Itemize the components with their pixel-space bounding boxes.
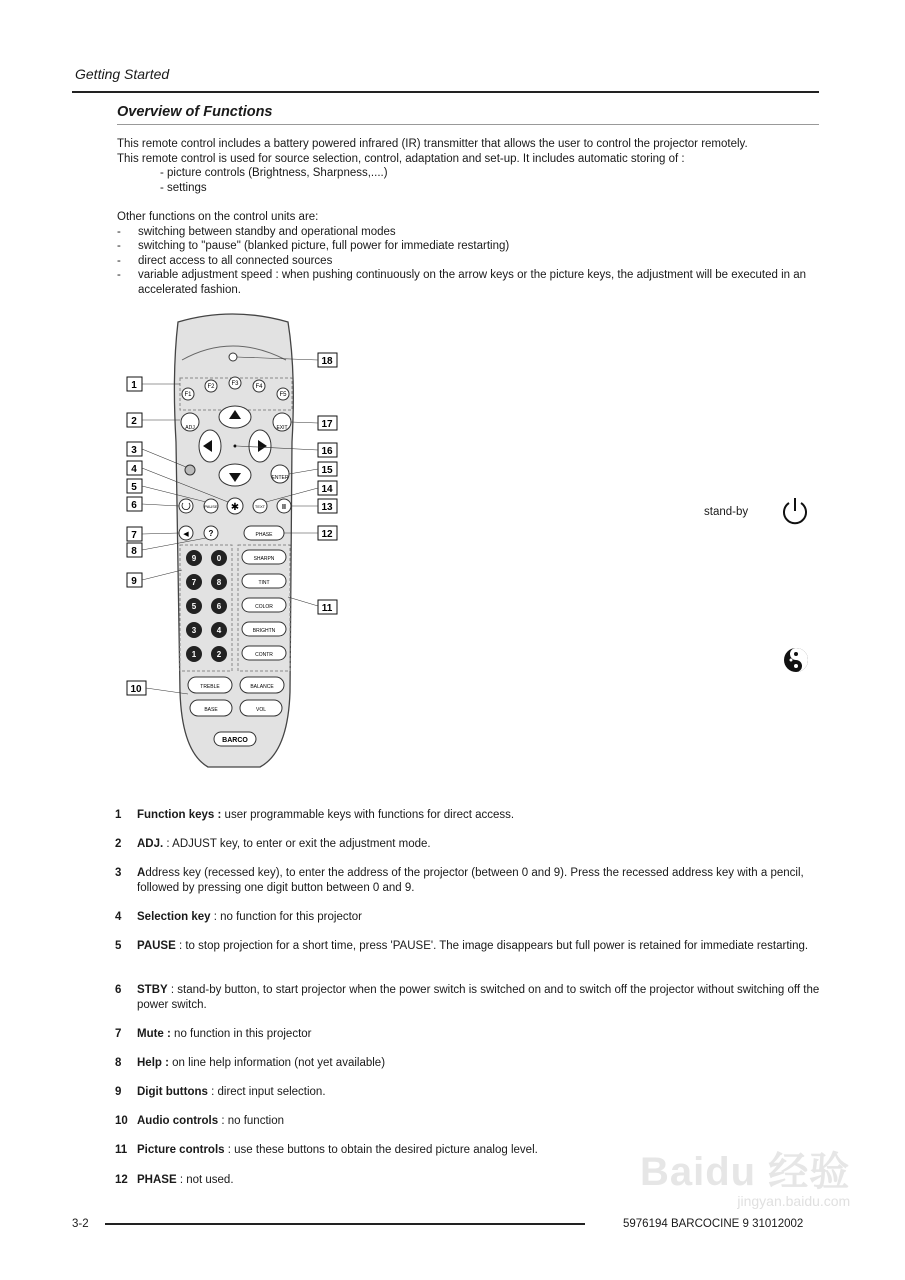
svg-text:F5: F5 xyxy=(279,392,287,398)
list-item: - switching between standby and operational modes xyxy=(117,225,396,238)
standby-label: stand-by xyxy=(704,506,749,518)
stby-key xyxy=(179,499,193,513)
description-item-6: 6 STBY : stand-by button, to start projector when the power switch is switched on and to switch off the projector without switching off the power switch. xyxy=(115,984,820,1011)
description-item-5: 5 PAUSE : to stop projection for a short time, press 'PAUSE'. The image disappears but full power is retained for immediate restarting. xyxy=(115,940,809,952)
svg-text:2: 2 xyxy=(131,416,137,427)
svg-text:9: 9 xyxy=(191,554,197,563)
svg-text:15: 15 xyxy=(321,465,333,476)
svg-text:✱: ✱ xyxy=(230,502,240,513)
list-item: - direct access to all connected sources xyxy=(117,254,333,267)
remote-control-figure xyxy=(120,312,345,784)
svg-text:BARCO: BARCO xyxy=(222,737,248,744)
svg-text:F2: F2 xyxy=(207,384,215,390)
stored-item: - settings xyxy=(160,181,207,194)
footer-rule xyxy=(105,1223,585,1225)
svg-text:VOL: VOL xyxy=(255,707,267,713)
svg-text:4: 4 xyxy=(216,626,222,635)
svg-text:6: 6 xyxy=(131,500,137,511)
description-item-2: 2 ADJ. : ADJUST key, to enter or exit the adjustment mode. xyxy=(115,838,431,850)
svg-text:7: 7 xyxy=(191,578,197,587)
svg-text:17: 17 xyxy=(321,419,333,430)
svg-text:18: 18 xyxy=(321,356,333,367)
intro-block xyxy=(117,137,822,195)
chapter-title: Getting Started xyxy=(75,66,170,82)
svg-text:PAUSE: PAUSE xyxy=(204,504,218,509)
description-item-8: 8 Help : on line help information (not yet available) xyxy=(115,1057,386,1069)
svg-text:PHASE: PHASE xyxy=(255,532,273,538)
svg-text:BALANCE: BALANCE xyxy=(250,684,274,690)
svg-text:0: 0 xyxy=(216,554,222,563)
power-standby-icon xyxy=(780,495,810,527)
svg-text:1: 1 xyxy=(131,380,137,391)
svg-text:BRIGHTN: BRIGHTN xyxy=(252,628,276,634)
svg-text:16: 16 xyxy=(321,446,333,457)
svg-text:TINT: TINT xyxy=(258,580,270,586)
watermark: Baidu 经验 jingyan.baidu.com xyxy=(640,1150,851,1209)
description-item-9: 9 Digit buttons : direct input selection. xyxy=(115,1086,326,1098)
description-item-4: 4 Selection key : no function for this projector xyxy=(115,911,363,923)
list-item: - switching to "pause" (blanked picture, full power for immediate restarting) xyxy=(117,240,510,252)
list-item: - variable adjustment speed : when pushing continuously on the arrow keys or the picture keys, the adjustment will be executed in an accelerated fashion. xyxy=(117,269,807,296)
svg-text:11: 11 xyxy=(321,603,333,614)
svg-text:6: 6 xyxy=(216,602,222,611)
intro-line: This remote control includes a battery powered infrared (IR) transmitter that allows the user to control the projector remotely. xyxy=(117,138,748,150)
svg-text:II: II xyxy=(282,504,286,511)
description-item-1: 1 Function keys : user programmable keys with functions for direct access. xyxy=(115,809,515,821)
description-item-10: 10 Audio controls : no function xyxy=(115,1115,284,1127)
svg-text:?: ? xyxy=(208,529,214,538)
section-rule xyxy=(117,124,819,125)
description-item-7: 7 Mute : no function in this projector xyxy=(115,1028,312,1040)
svg-text:12: 12 xyxy=(321,529,333,540)
other-functions-block xyxy=(117,210,822,297)
other-intro: Other functions on the control units are: xyxy=(117,211,319,223)
svg-text:2: 2 xyxy=(216,650,222,659)
svg-text:COLOR: COLOR xyxy=(255,604,273,610)
svg-text:1: 1 xyxy=(191,650,197,659)
svg-text:3: 3 xyxy=(131,445,137,456)
svg-text:EXIT: EXIT xyxy=(276,425,288,431)
svg-text:9: 9 xyxy=(131,576,137,587)
svg-text:4: 4 xyxy=(131,464,137,475)
page-number: 3-2 xyxy=(72,1218,89,1230)
svg-text:ENTER: ENTER xyxy=(271,475,289,481)
svg-text:◀: ◀ xyxy=(183,531,189,538)
document-id: 5976194 BARCOCINE 9 31012002 xyxy=(623,1218,804,1230)
svg-text:CONTR: CONTR xyxy=(255,652,273,658)
ir-led-icon xyxy=(229,353,237,361)
svg-text:F1: F1 xyxy=(184,392,192,398)
svg-text:TREBLE: TREBLE xyxy=(200,684,220,690)
description-item-3: 3 Address key (recessed key), to enter the address of the projector (between 0 and 9). Press the recessed address key with a pencil, followed by pressing one digit button between 0 and 9. xyxy=(115,867,804,894)
description-item-11: 11 Picture controls : use these buttons to obtain the desired picture analog level. xyxy=(115,1144,538,1156)
svg-text:SHARPN: SHARPN xyxy=(253,556,275,562)
address-key xyxy=(185,465,195,475)
svg-text:ADJ: ADJ xyxy=(185,425,195,431)
section-title: Overview of Functions xyxy=(117,104,273,120)
svg-text:BASE: BASE xyxy=(204,707,218,713)
svg-text:8: 8 xyxy=(216,578,222,587)
description-item-12: 12 PHASE : not used. xyxy=(115,1174,234,1186)
svg-text:F3: F3 xyxy=(231,381,239,387)
svg-text:14: 14 xyxy=(321,484,333,495)
svg-text:TEXT: TEXT xyxy=(254,504,266,509)
svg-text:7: 7 xyxy=(131,530,137,541)
svg-text:10: 10 xyxy=(130,684,142,695)
stored-item: - picture controls (Brightness, Sharpness,....) xyxy=(160,167,388,179)
svg-text:8: 8 xyxy=(131,546,137,557)
svg-text:5: 5 xyxy=(131,482,137,493)
selection-symbol-icon xyxy=(782,646,810,674)
intro-line: This remote control is used for source selection, control, adaptation and set-up. It includes automatic storing of : xyxy=(117,152,685,165)
svg-text:F4: F4 xyxy=(255,384,263,390)
svg-text:3: 3 xyxy=(191,626,197,635)
header-rule xyxy=(72,91,819,93)
svg-text:13: 13 xyxy=(321,502,333,513)
svg-text:5: 5 xyxy=(191,602,197,611)
